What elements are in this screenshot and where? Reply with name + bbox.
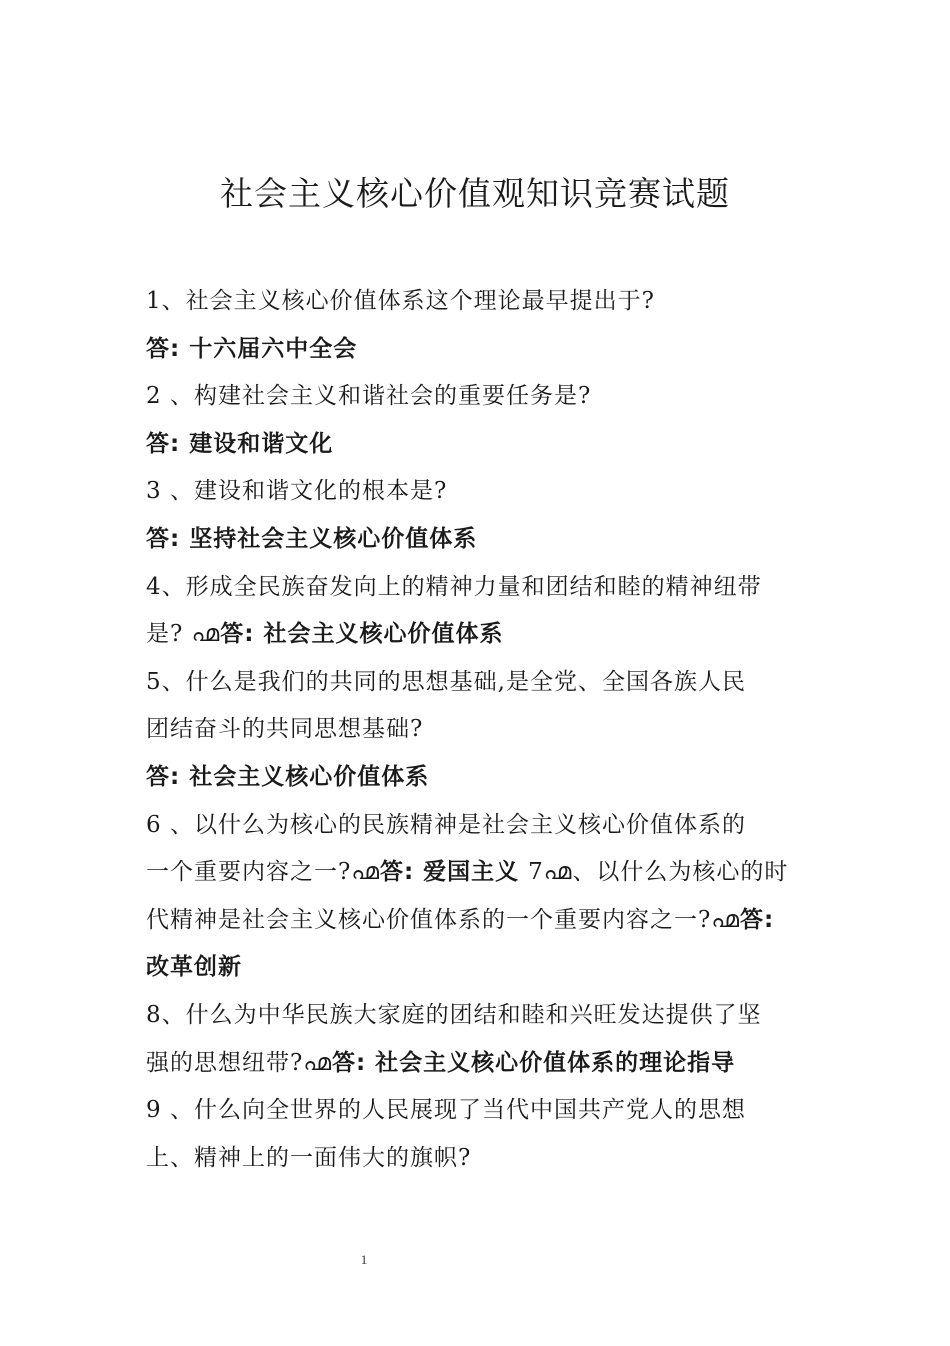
question-text: 7൶、以什么为核心的时 [528,859,789,886]
question-line [146,467,826,515]
question-text: 6 、以什么为核心的民族精神是社会主义核心价值体系的 [146,811,746,838]
mixed-line [146,1039,826,1087]
answer-text: 答: 社会主义核心价值体系 [220,621,504,648]
question-text: 是? ൶ [146,621,221,648]
answer-line [146,325,826,373]
answer-line [146,515,826,563]
mixed-line [146,848,826,896]
answer-line [146,943,826,991]
question-text: 强的思想纽带?൶ [146,1049,332,1076]
answer-text: 答: [739,906,775,933]
question-text: 9 、什么向全世界的人民展现了当代中国共产党人的思想 [146,1097,746,1124]
answer-text: 答: 社会主义核心价值体系的理论指导 [331,1049,736,1076]
question-line [146,801,826,849]
answer-text: 答: 社会主义核心价值体系 [146,764,430,790]
question-text: 一个重要内容之一?൶ [146,859,380,886]
question-line [146,372,826,420]
mixed-line [146,896,826,944]
answer-text: 答: 十六届六中全会 [146,335,358,362]
answer-text: 改革创新 [146,954,242,981]
answer-text: 答: 坚持社会主义核心价值体系 [146,526,478,552]
question-line [146,991,826,1039]
question-text: 代精神是社会主义核心价值体系的一个重要内容之一?൶ [146,906,740,933]
question-text: 团结奋斗的共同思想基础? [146,716,424,743]
question-line [146,658,826,706]
question-text: 1、社会主义核心价值体系这个理论最早提出于? [146,288,655,314]
question-line [146,563,826,611]
question-line [146,277,826,325]
question-text: 2 、构建社会主义和谐社会的重要任务是? [146,383,592,410]
question-line [146,1086,826,1134]
answer-text: 答: 建设和谐文化 [146,430,334,457]
mixed-line [146,610,826,658]
question-text: 上、精神上的一面伟大的旗帜? [146,1144,472,1171]
question-text: 3 、建设和谐文化的根本是? [146,478,448,505]
question-line [146,1134,826,1182]
answer-line [146,753,826,801]
question-line [146,705,826,753]
document-title: 社会主义核心价值观知识竞赛试题 [220,174,730,213]
answer-line [146,420,826,468]
question-text: 8、什么为中华民族大家庭的团结和睦和兴旺发达提供了坚 [146,1002,762,1028]
answer-text: 答: 爱国主义 [379,859,529,886]
question-text: 5、什么是我们的共同的思想基础,是全党、全国各族人民 [146,668,746,695]
page-number: 1 [360,1252,368,1267]
question-text: 4、形成全民族奋发向上的精神力量和团结和睦的精神纽带 [146,573,762,600]
